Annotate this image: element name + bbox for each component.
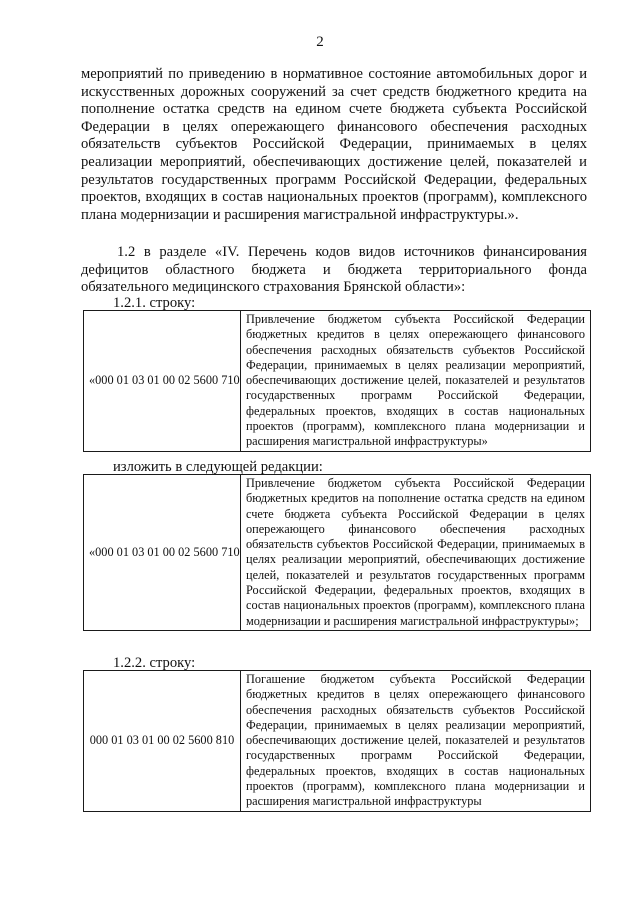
- code-table-new-edition: [83, 474, 591, 631]
- paragraph-section-iv: 1.2 в разделе «IV. Перечень кодов видов источников финансирования дефицитов областного бюджета и бюджета территориального фонда обязательного медицинского страхования Брянской области»:: [81, 244, 587, 296]
- code-cell: «000 01 03 01 00 02 5600 710: [84, 475, 241, 631]
- label-row-1-2-1: 1.2.1. строку:: [113, 295, 196, 311]
- label-row-1-2-2: 1.2.2. строку:: [113, 655, 196, 671]
- table-row: [84, 475, 591, 631]
- description-cell: Привлечение бюджетом субъекта Российской Федерации бюджетных кредитов на пополнение остатка средств на едином счете бюджета субъекта Российской Федерации в целях опережающего финансового обеспечения расходных обязательств субъектов Российской Федерации, принимаемых в целях реализации мероприятий, обеспечивающих достижение целей, показателей и результатов государственных программ Российской Федерации, федеральных проектов, входящих в состав национальных проектов (программ), комплексного плана модернизации и расширения магистральной инфраструктуры»;: [241, 475, 591, 631]
- description-cell: Погашение бюджетом субъекта Российской Федерации бюджетных кредитов в целях опережающего финансового обеспечения расходных обязательств субъектов Российской Федерации, принимаемых в целях реализации мероприятий, обеспечивающих достижение целей, показателей и результатов государственных программ Российской Федерации, федеральных проектов, входящих в состав национальных проектов (программ), комплексного плана модернизации и расширения магистральной инфраструктуры: [241, 671, 591, 812]
- table-row: [84, 311, 591, 452]
- label-new-edition: изложить в следующей редакции:: [113, 459, 323, 475]
- description-cell: Привлечение бюджетом субъекта Российской Федерации бюджетных кредитов в целях опережающего финансового обеспечения расходных обязательств субъектов Российской Федерации, принимаемых в целях реализации мероприятий, обеспечивающих достижение целей, показателей и результатов государственных программ Российской Федерации, федеральных проектов, входящих в состав национальных проектов (программ), комплексного плана модернизации и расширения магистральной инфраструктуры»: [241, 311, 591, 452]
- page-number: 2: [316, 34, 324, 50]
- table-row: [84, 671, 591, 812]
- code-table-repayment: [83, 670, 591, 812]
- code-table-original: [83, 310, 591, 452]
- paragraph-continuation: мероприятий по приведению в нормативное состояние автомобильных дорог и искусственных дорожных сооружений за счет средств бюджетного кредита на пополнение остатка средств на едином счете бюджета субъекта Российской Федерации в целях опережающего финансового обеспечения расходных обязательств субъектов Российской Федерации, принимаемых в целях реализации мероприятий, обеспечивающих достижение целей, показателей и результатов государственных программ Российской Федерации, федеральных проектов, входящих в состав национальных проектов (программ), комплексного плана модернизации и расширения магистральной инфраструктуры.».: [81, 66, 587, 223]
- code-cell: «000 01 03 01 00 02 5600 710: [84, 311, 241, 452]
- code-cell: 000 01 03 01 00 02 5600 810: [84, 671, 241, 812]
